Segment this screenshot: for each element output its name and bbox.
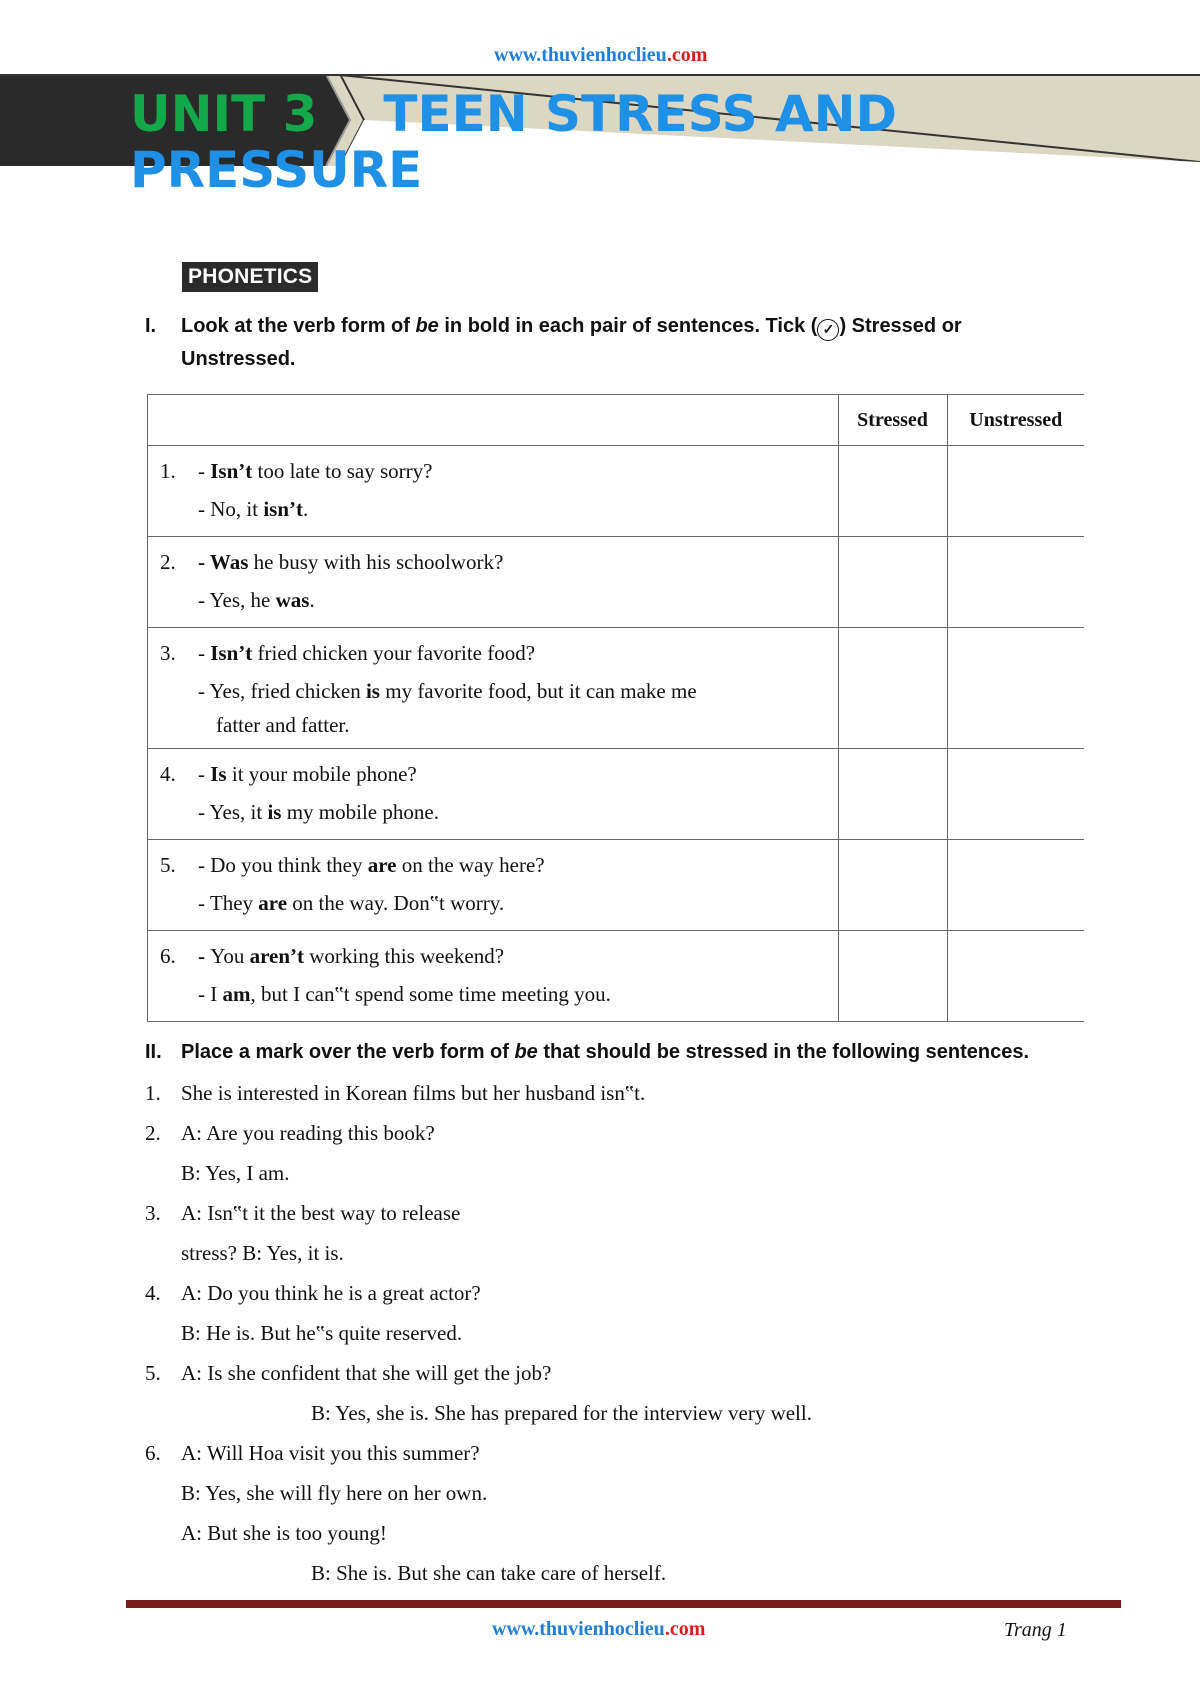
item-number: 4.: [145, 1281, 161, 1305]
table-row: [148, 537, 1085, 628]
item-number: 1.: [160, 459, 176, 483]
line-b-text: - Yes, fried chicken: [198, 679, 366, 703]
item-number: 2.: [145, 1121, 161, 1145]
line-b-text: - Yes, it: [198, 800, 268, 824]
item-text: She is interested in Korean films but her husband isn‟t.: [181, 1081, 646, 1105]
line-a-bold: aren’t: [249, 944, 305, 968]
line-b-text: - I: [198, 982, 223, 1006]
line-a-bold: -: [198, 944, 211, 968]
table-header-row: [148, 395, 1085, 446]
part1-number: I.: [145, 315, 157, 337]
header-empty-cell: [148, 395, 839, 446]
line-b-text: .: [309, 588, 315, 612]
item-text: B: She is. But she can take care of herself.: [311, 1561, 667, 1585]
list-item: [145, 1353, 1105, 1393]
instr-text: Look at the verb form of: [181, 315, 416, 337]
item-text: B: Yes, she will fly here on her own.: [181, 1481, 488, 1505]
line-b-text: on the way. Don‟t worry.: [287, 891, 505, 915]
footer-divider: [126, 1600, 1121, 1608]
line-a-text: too late to say sorry?: [252, 459, 433, 483]
line-a-text: fried chicken your favorite food?: [252, 641, 536, 665]
item-text: A: Will Hoa visit you this summer?: [181, 1441, 480, 1465]
instr-text: that should be stressed in the following sentences.: [537, 1041, 1030, 1063]
line-a-text: -: [198, 459, 211, 483]
item-number: 4.: [160, 762, 176, 786]
item-text: A: Is she confident that she will get the job?: [181, 1361, 552, 1385]
unstressed-answer-cell[interactable]: [947, 628, 1084, 749]
table-row: [148, 628, 1085, 749]
stressed-answer-cell[interactable]: [838, 446, 947, 537]
header-stressed: Stressed: [838, 395, 947, 446]
instr-be: be: [514, 1041, 538, 1063]
page-number: Trang 1: [1004, 1619, 1067, 1641]
question-cell: [148, 628, 839, 749]
unit-title: [130, 86, 897, 198]
item-number: 3.: [160, 641, 176, 665]
line-a-bold: Isn’t: [210, 459, 253, 483]
line-b-text: , but I can‟t spend some time meeting you.: [250, 982, 611, 1006]
line-a-text: -: [198, 641, 211, 665]
line-a-text: it your mobile phone?: [226, 762, 417, 786]
stressed-answer-cell[interactable]: [838, 537, 947, 628]
question-cell: [148, 931, 839, 1022]
list-item: [145, 1233, 1105, 1273]
line-a-text: -: [198, 762, 211, 786]
item-number: 6.: [145, 1441, 161, 1465]
unstressed-answer-cell[interactable]: [947, 446, 1084, 537]
list-item: [145, 1113, 1105, 1153]
item-text: B: Yes, I am.: [181, 1161, 290, 1185]
section-tag: PHONETICS: [182, 262, 318, 292]
table-row: [148, 931, 1085, 1022]
line-b-bold: is: [267, 800, 282, 824]
list-item: [145, 1073, 1105, 1113]
line-b-bold: was: [275, 588, 310, 612]
item-text: A: But she is too young!: [181, 1521, 387, 1545]
stressed-answer-cell[interactable]: [838, 931, 947, 1022]
line-b-text: .: [303, 497, 309, 521]
part2-sentence-list: [145, 1073, 1105, 1593]
stressed-answer-cell[interactable]: [838, 749, 947, 840]
instr-line-2: Unstressed.: [181, 348, 296, 370]
list-item: [145, 1553, 1105, 1593]
part2-number: II.: [145, 1041, 162, 1063]
item-text: A: Are you reading this book?: [181, 1121, 435, 1145]
item-text: B: He is. But he‟s quite reserved.: [181, 1321, 463, 1345]
table-row: [148, 749, 1085, 840]
question-cell: [148, 749, 839, 840]
list-item: [145, 1393, 1105, 1433]
line-b-bold: isn’t: [263, 497, 304, 521]
line-a-text: You: [210, 944, 250, 968]
instr-text: ) Stressed or: [839, 315, 962, 337]
item-text: B: Yes, she is. She has prepared for the interview very well.: [311, 1401, 812, 1425]
instr-text: Place a mark over the verb form of: [181, 1041, 515, 1063]
footer-site-link[interactable]: [492, 1618, 705, 1641]
list-item: [145, 1273, 1105, 1313]
line-b-text: - Yes, he: [198, 588, 276, 612]
item-number: 1.: [145, 1081, 161, 1105]
list-item: [145, 1153, 1105, 1193]
line-a-text: working this weekend?: [304, 944, 505, 968]
line-b-bold: am: [222, 982, 251, 1006]
item-text: A: Do you think he is a great actor?: [181, 1281, 481, 1305]
unit-number: UNIT 3: [130, 85, 318, 143]
table-row: [148, 446, 1085, 537]
part2-instruction: [145, 1036, 1125, 1069]
header-site-link[interactable]: [494, 44, 707, 67]
header-unstressed: Unstressed: [947, 395, 1084, 446]
line-a-text: he busy with his schoolwork?: [248, 550, 504, 574]
title-line-1: TEEN STRESS AND: [383, 85, 898, 143]
item-number: 2.: [160, 550, 176, 574]
instr-be: be: [415, 315, 439, 337]
unstressed-answer-cell[interactable]: [947, 537, 1084, 628]
site-name: www.thuvienhoclieu: [492, 1618, 665, 1640]
list-item: [145, 1473, 1105, 1513]
item-number: 6.: [160, 944, 176, 968]
title-line-2: PRESSURE: [130, 141, 423, 199]
line-b-text: my favorite food, but it can make me: [379, 679, 697, 703]
unstressed-answer-cell[interactable]: [947, 840, 1084, 931]
stressed-answer-cell[interactable]: [838, 628, 947, 749]
line-a-bold: are: [367, 853, 397, 877]
unstressed-answer-cell[interactable]: [947, 931, 1084, 1022]
item-text: stress? B: Yes, it is.: [181, 1241, 344, 1265]
list-item: [145, 1513, 1105, 1553]
site-domain: .com: [666, 44, 708, 66]
line-b-text: my mobile phone.: [281, 800, 439, 824]
line-b-continuation: fatter and fatter.: [216, 713, 350, 737]
item-text: A: Isn‟t it the best way to release: [181, 1201, 461, 1225]
unstressed-answer-cell[interactable]: [947, 749, 1084, 840]
question-cell: [148, 840, 839, 931]
item-number: 3.: [145, 1201, 161, 1225]
question-cell: [148, 537, 839, 628]
table-row: [148, 840, 1085, 931]
line-a-bold: Is: [210, 762, 227, 786]
line-b-text: - They: [198, 891, 259, 915]
instr-text: in bold in each pair of sentences. Tick (: [438, 315, 818, 337]
line-a-text: - Do you think they: [198, 853, 368, 877]
line-b-bold: is: [365, 679, 380, 703]
line-b-bold: are: [258, 891, 288, 915]
item-number: 5.: [145, 1361, 161, 1385]
site-domain: .com: [664, 1618, 706, 1640]
tick-icon: ✓: [817, 319, 839, 341]
list-item: [145, 1433, 1105, 1473]
line-a-bold: - Was: [198, 550, 249, 574]
line-a-bold: Isn’t: [210, 641, 253, 665]
stressed-answer-cell[interactable]: [838, 840, 947, 931]
list-item: [145, 1313, 1105, 1353]
list-item: [145, 1193, 1105, 1233]
question-cell: [148, 446, 839, 537]
line-b-text: - No, it: [198, 497, 264, 521]
line-a-text: on the way here?: [396, 853, 545, 877]
part1-instruction: [145, 310, 1085, 376]
exercise-table: [147, 394, 1084, 1022]
site-name: www.thuvienhoclieu: [494, 44, 667, 66]
item-number: 5.: [160, 853, 176, 877]
